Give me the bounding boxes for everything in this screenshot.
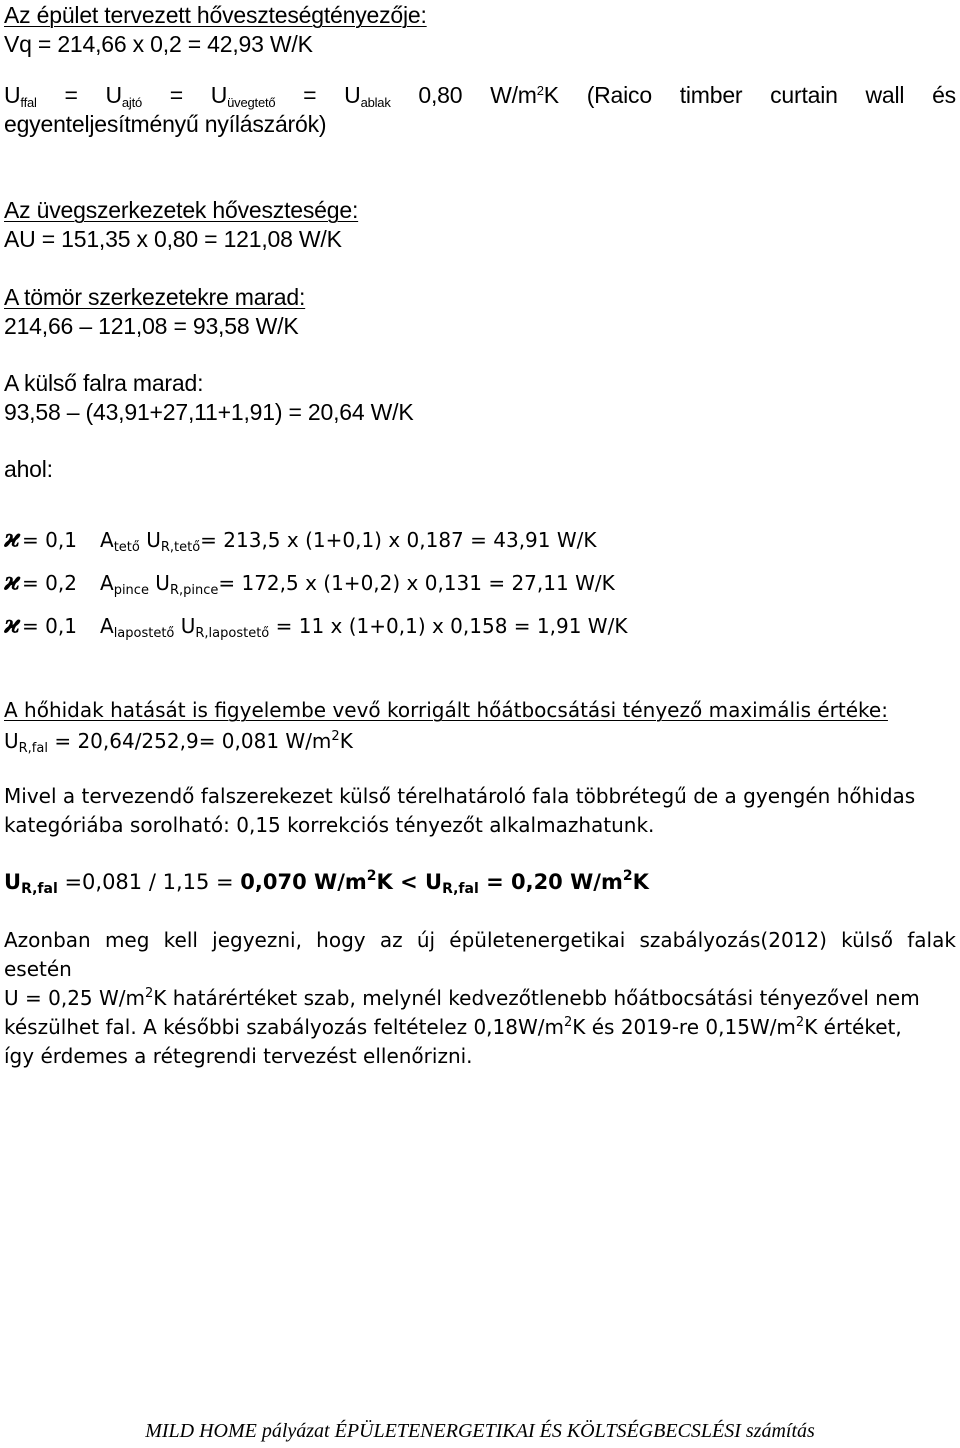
u-ajto: $U_{ajtó}$	[105, 82, 143, 110]
word: curtain	[770, 82, 838, 108]
wall-formula: 93,58 – (43,91+27,11+1,91) = 20,64 W/K	[4, 399, 414, 425]
kappa-symbol: ϰ	[4, 610, 21, 639]
kappa-symbol: ϰ	[4, 567, 21, 596]
note-line3: U = 0,25 $W/m^2K$ határértéket szab, melynél kedvezőtlenebb hőátbocsátási tényezővel nem	[4, 986, 920, 1010]
corrected-formula: $U_{R,fal} = 20,64/252,9= 0,081$ $W/m^2K$	[4, 729, 353, 756]
kappa-row: ϰ= 0,2 $A_{pince}$ $U_{R,pince}= 172,5$ x (1+0,2) x 0,131 = 27,11 W/K	[4, 567, 615, 598]
note-line4: készülhet fal. A későbbi szabályozás feltételez $0,18W/m^2K$ és 2019-re $0,15W/m^2K$ értéket,	[4, 1015, 902, 1039]
u-value: 0,80	[418, 82, 463, 108]
u-unit: $W/m^2K$	[490, 82, 559, 108]
wall-heading: A külső falra marad:	[4, 370, 204, 396]
u-values-line2: egyenteljesítményű nyílászárók)	[4, 111, 327, 137]
correction-text-line2: kategóriába sorolható: 0,15 korrekciós tényezőt alkalmazhatunk.	[4, 813, 655, 837]
u-ffal: $U_{ffal}$	[4, 82, 37, 110]
word: timber	[679, 82, 743, 108]
where-label: ahol:	[4, 456, 53, 482]
u-ablak: $U_{ablak}$	[344, 82, 391, 110]
word: (Raico	[586, 82, 652, 108]
correction-text-line1: Mivel a tervezendő falszerekezet külső térelhatároló fala többrétegű de a gyengén hőhidas	[4, 784, 916, 808]
word: wall	[865, 82, 905, 108]
word: és	[932, 82, 956, 108]
result-formula: $U_{R,fal} =0,081 / 1,15 = 0,070$ $W/m^2K < U_{R,fal} = 0,20$ $W/m^2K$	[4, 868, 649, 897]
note-line2: esetén	[4, 957, 72, 981]
glass-heading: Az üvegszerkezetek hővesztesége:	[4, 197, 359, 223]
eq-sign: =	[169, 82, 183, 108]
kappa-row: ϰ= 0,1 $A_{tető}$ $U_{R,tető}= 213,5$ x (1+0,1) x 0,187 = 43,91 W/K	[4, 524, 597, 555]
heat-loss-heading: Az épület tervezett hőveszteségtényezője:	[4, 2, 427, 28]
eq-sign: =	[64, 82, 78, 108]
kappa-row: ϰ= 0,1 $A_{lapostető}$ $U_{R,lapostető} = 11$ x (1+0,1) x 0,158 = 1,91 W/K	[4, 610, 628, 641]
note-line5: így érdemes a rétegrendi tervezést ellenőrizni.	[4, 1044, 473, 1068]
solid-formula: 214,66 – 121,08 = 93,58 W/K	[4, 313, 299, 339]
u-uvegteto: $U_{üvegtető}$	[210, 82, 276, 110]
kappa-symbol: ϰ	[4, 524, 21, 553]
corrected-heading: A hőhidak hatását is figyelembe vevő korrigált hőátbocsátási tényező maximális értéke:	[4, 698, 888, 722]
page-footer: MILD HOME pályázat ÉPÜLETENERGETIKAI ÉS KÖLTSÉGBECSLÉSI számítás	[145, 1420, 815, 1442]
note-line1: Azonban meg kell jegyezni, hogy az új épületenergetikai szabályozás(2012) külső falak	[4, 928, 956, 952]
heat-loss-formula: Vq = 214,66 x 0,2 = 42,93 W/K	[4, 31, 313, 57]
glass-formula: AU = 151,35 x 0,80 = 121,08 W/K	[4, 226, 342, 252]
solid-heading: A tömör szerkezetekre marad:	[4, 284, 306, 310]
u-values-row	[4, 82, 956, 109]
eq-sign: =	[303, 82, 317, 108]
